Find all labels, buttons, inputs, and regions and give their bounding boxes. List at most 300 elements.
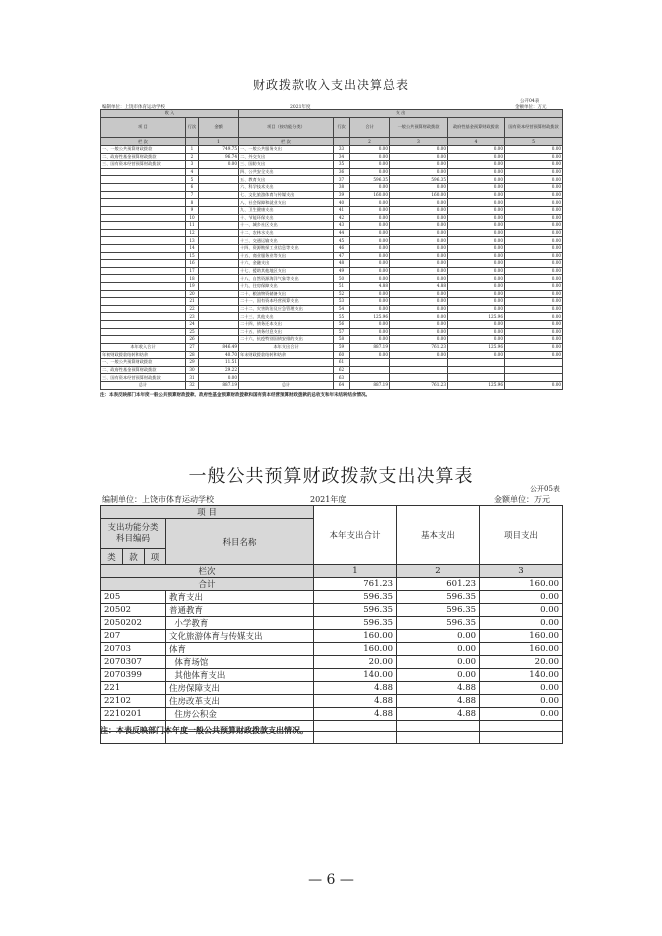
table1-cell-general: 0.00 — [390, 336, 448, 344]
table1-cell-exp-item: 三、国防支出 — [239, 161, 334, 169]
table1-cell-general: 0.00 — [390, 351, 448, 359]
table1-cell-inc-amt: 0.00 — [199, 374, 239, 382]
table2-cell-name: 住房公积金 — [166, 708, 314, 721]
table1-cell-fund: 0.00 — [448, 237, 505, 245]
table1-row — [101, 290, 563, 298]
table1-row — [101, 366, 563, 374]
table1-cell-capital: 0.00 — [505, 328, 563, 336]
table1-cell-total: 0.00 — [350, 260, 390, 268]
table1-cell-inc-item — [101, 283, 186, 291]
table1-cell-inc-item — [101, 229, 186, 237]
table2-col-3: 3 — [480, 565, 563, 578]
table1-cell-total: 0.00 — [350, 222, 390, 230]
table1-cell-inc-amt — [199, 237, 239, 245]
table1-cell-inc-amt: 29.22 — [199, 366, 239, 374]
table1-col-5: 5 — [505, 138, 563, 146]
table2-cell-total: 596.35 — [314, 604, 397, 617]
table1-cell-exp-no: 63 — [334, 374, 350, 382]
table1-cell-inc-item: 一、一般公共预算财政拨款 — [101, 359, 186, 367]
table1-cell-capital: 0.00 — [505, 351, 563, 359]
table1-cell-capital: 0.00 — [505, 260, 563, 268]
table1-cell-inc-no: 23 — [186, 313, 199, 321]
table1-cell-capital: 0.00 — [505, 321, 563, 329]
table2-total-header: 本年支出合计 — [314, 506, 397, 565]
table1-cell-inc-no: 7 — [186, 191, 199, 199]
table1-cell-exp-no: 54 — [334, 305, 350, 313]
table1-cell-general: 761.23 — [390, 381, 448, 389]
table1-cell-exp-no: 51 — [334, 283, 350, 291]
table2-cell-basic — [397, 732, 480, 743]
table1-cell-capital: 0.00 — [505, 153, 563, 161]
table1-total-header: 合计 — [350, 117, 390, 138]
table1-cell-fund: 0.00 — [448, 153, 505, 161]
table1-cell-exp-no: 60 — [334, 351, 350, 359]
table1-header-row — [101, 117, 563, 138]
table1-cell-fund: 125.96 — [448, 343, 505, 351]
table2-code-label-1: 支出功能分类 — [107, 522, 159, 533]
table1-cell-total: 0.00 — [350, 199, 390, 207]
table1-cell-inc-item — [101, 290, 186, 298]
table1-cell-inc-amt: 846.49 — [199, 343, 239, 351]
table1-cell-inc-item — [101, 168, 186, 176]
table1-cell-inc-amt — [199, 206, 239, 214]
table1-cell-general: 761.23 — [390, 343, 448, 351]
table1-cell-total: 0.00 — [350, 321, 390, 329]
table1-cell-capital: 0.00 — [505, 336, 563, 344]
table1-row — [101, 260, 563, 268]
table1-cell-general: 0.00 — [390, 260, 448, 268]
table1-cell-inc-no: 20 — [186, 290, 199, 298]
table1-row — [101, 206, 563, 214]
table1-col-4: 4 — [448, 138, 505, 146]
table1-cell-fund: 0.00 — [448, 191, 505, 199]
table2-cell-code: 2070307 — [101, 656, 166, 669]
table1-cell-exp-no: 59 — [334, 343, 350, 351]
table1-row — [101, 351, 563, 359]
table2-year: 2021年度 — [310, 495, 347, 504]
table2-cell-project: 0.00 — [480, 617, 563, 630]
table1-cell-capital: 0.00 — [505, 290, 563, 298]
table1-cell-general: 0.00 — [390, 161, 448, 169]
table1-cell-exp-item: 一、一般公共服务支出 — [239, 146, 334, 154]
table1-cell-general: 0.00 — [390, 184, 448, 192]
table2-sum-total: 761.23 — [314, 578, 397, 591]
table1-cell-capital: 0.00 — [505, 199, 563, 207]
table2-cell-name: 住房改革支出 — [166, 695, 314, 708]
table1-cell-inc-no: 29 — [186, 359, 199, 367]
table1-cell-total: 0.00 — [350, 153, 390, 161]
table2-cell-project: 20.00 — [480, 656, 563, 669]
table1-cell-general: 0.00 — [390, 252, 448, 260]
table1-cell-fund: 0.00 — [448, 290, 505, 298]
table1-cell-general: 0.00 — [390, 168, 448, 176]
table1-cell-exp-item: 二十、粮油物资储备支出 — [239, 290, 334, 298]
table1-row — [101, 343, 563, 351]
table1-cell-capital: 0.00 — [505, 206, 563, 214]
table1-cell-inc-amt: 749.75 — [199, 146, 239, 154]
table1-cell-exp-item: 六、科学技术支出 — [239, 184, 334, 192]
table1-org: 编制单位：上饶市体育运动学校 — [102, 105, 165, 110]
page-number: — 6 — — [308, 872, 354, 888]
table2-cell-total: 160.00 — [314, 643, 397, 656]
table1-cell-total: 0.00 — [350, 267, 390, 275]
table1-cell-general — [390, 366, 448, 374]
table1-cell-general: 0.00 — [390, 199, 448, 207]
table1-cell-fund: 0.00 — [448, 184, 505, 192]
table1-cell-capital: 0.00 — [505, 275, 563, 283]
table1-cell-inc-item — [101, 275, 186, 283]
table1-cell-inc-no: 8 — [186, 199, 199, 207]
table1-cell-inc-item — [101, 328, 186, 336]
table1-cell-inc-item — [101, 184, 186, 192]
table1-cell-fund: 0.00 — [448, 168, 505, 176]
table1-cell-total — [350, 366, 390, 374]
table1-cell-general: 0.00 — [390, 313, 448, 321]
table1-title: 财政拨款收入支出决算总表 — [252, 78, 409, 92]
table1-cell-total: 0.00 — [350, 244, 390, 252]
table1-cell-general: 0.00 — [390, 222, 448, 230]
table2-cell-basic: 0.00 — [397, 630, 480, 643]
table1-row — [101, 359, 563, 367]
table1-row — [101, 214, 563, 222]
table1-row — [101, 252, 563, 260]
table2-row — [101, 682, 563, 695]
table1-cell-inc-amt: 0.00 — [199, 161, 239, 169]
table2-cell-project — [480, 732, 563, 743]
table1-cell-total: 0.00 — [350, 252, 390, 260]
table2-cell-code: 2210201 — [101, 708, 166, 721]
table1-cell-inc-no: 9 — [186, 206, 199, 214]
table1-cell-capital — [505, 366, 563, 374]
table1-cell-inc-item — [101, 252, 186, 260]
table2-sum-label: 合计 — [101, 578, 314, 591]
table1-cell-inc-no: 15 — [186, 252, 199, 260]
table1-cell-general — [390, 359, 448, 367]
table2-lei-header: 类 — [101, 549, 123, 565]
table1-row — [101, 305, 563, 313]
table1-general-header: 一般公共预算财政拨款 — [390, 117, 448, 138]
table1-cell-exp-item: 十六、金融支出 — [239, 260, 334, 268]
table1-col-2: 2 — [350, 138, 390, 146]
table1-cell-inc-item: 总计 — [101, 381, 186, 389]
table2-row — [101, 708, 563, 721]
table2-cell-code: 2050202 — [101, 617, 166, 630]
table1-cell-inc-no: 24 — [186, 321, 199, 329]
table1-cell-inc-item — [101, 237, 186, 245]
table2-cell-project — [480, 721, 563, 732]
table1-cell-fund — [448, 366, 505, 374]
table2-cell-total: 4.88 — [314, 695, 397, 708]
table1-cell-capital: 0.00 — [505, 244, 563, 252]
table2-cell-basic: 596.35 — [397, 617, 480, 630]
table2-cell-project: 0.00 — [480, 695, 563, 708]
table1-unit: 金额单位：万元 — [515, 105, 547, 110]
table2-cell-code: 22102 — [101, 695, 166, 708]
table1-cell-fund: 0.00 — [448, 146, 505, 154]
table1-form-no: 公开04表 — [520, 99, 540, 104]
table1-cell-exp-no: 40 — [334, 199, 350, 207]
table1-cell-fund: 0.00 — [448, 206, 505, 214]
table1-cell-fund: 0.00 — [448, 336, 505, 344]
table1-cell-inc-no: 27 — [186, 343, 199, 351]
table1-cell-inc-item — [101, 267, 186, 275]
table1-cell-total: 0.00 — [350, 275, 390, 283]
table1-cell-exp-no: 62 — [334, 366, 350, 374]
table1-cell-fund — [448, 374, 505, 382]
table1-cell-general: 0.00 — [390, 244, 448, 252]
table1-cell-capital: 0.00 — [505, 176, 563, 184]
table1-item-header: 项 目 — [101, 117, 186, 138]
table2-code-header — [101, 519, 166, 549]
table1-colno-row — [101, 138, 563, 146]
table1-cell-inc-item — [101, 199, 186, 207]
table1-cell-general: 0.00 — [390, 206, 448, 214]
table1-cell-inc-amt — [199, 214, 239, 222]
table2-cell-code: 20703 — [101, 643, 166, 656]
table1-cell-exp-no: 61 — [334, 359, 350, 367]
table1-fund-header: 政府性基金预算财政拨款 — [448, 117, 505, 138]
table1-cell-inc-no: 5 — [186, 176, 199, 184]
table1-cell-inc-no: 18 — [186, 275, 199, 283]
table1-cell-total — [350, 359, 390, 367]
table1-cell-total: 0.00 — [350, 214, 390, 222]
table1-cell-capital: 0.00 — [505, 305, 563, 313]
table1-cell-exp-no: 56 — [334, 321, 350, 329]
table1-cell-exp-item: 十二、农林水支出 — [239, 229, 334, 237]
table1-cell-inc-no: 11 — [186, 222, 199, 230]
table1-cell-inc-no: 3 — [186, 161, 199, 169]
table1-cell-total: 0.00 — [350, 305, 390, 313]
table1-row — [101, 168, 563, 176]
table1-row — [101, 328, 563, 336]
table1-cell-exp-no: 43 — [334, 222, 350, 230]
table1-cell-exp-item: 二十五、债务付息支出 — [239, 328, 334, 336]
table1-cell-fund: 0.00 — [448, 267, 505, 275]
table1-cell-general: 0.00 — [390, 298, 448, 306]
table2-org: 编制单位：上饶市体育运动学校 — [102, 495, 214, 504]
table1-cell-exp-item: 总计 — [239, 381, 334, 389]
table1-cell-capital: 0.00 — [505, 267, 563, 275]
table1-cell-inc-no: 21 — [186, 298, 199, 306]
table1-empty-cell — [334, 138, 350, 146]
table1-cell-inc-item — [101, 222, 186, 230]
table1-cell-total: 0.00 — [350, 290, 390, 298]
table2-xiang-header: 项 — [145, 549, 166, 565]
table1-cell-fund: 0.00 — [448, 298, 505, 306]
table1-cell-exp-item: 五、教育支出 — [239, 176, 334, 184]
table1-cell-inc-amt — [199, 321, 239, 329]
table1-cell-general: 0.00 — [390, 305, 448, 313]
table1-cell-inc-no: 17 — [186, 267, 199, 275]
table1-rowno-header: 行次 — [186, 117, 199, 138]
table2-cell-name: 住房保障支出 — [166, 682, 314, 695]
table1-col-label2: 栏 次 — [239, 138, 334, 146]
table1-cell-general: 0.00 — [390, 328, 448, 336]
table1-cell-inc-item — [101, 191, 186, 199]
table2-cell-total: 20.00 — [314, 656, 397, 669]
table1-cell-inc-no: 25 — [186, 328, 199, 336]
table1-cell-exp-item: 九、卫生健康支出 — [239, 206, 334, 214]
table1-cell-exp-no: 38 — [334, 184, 350, 192]
table2-cell-project: 160.00 — [480, 630, 563, 643]
table1-row — [101, 283, 563, 291]
table2-col-2: 2 — [397, 565, 480, 578]
table1-cell-capital: 0.00 — [505, 343, 563, 351]
table1-cell-exp-item: 七、文化旅游体育与传媒支出 — [239, 191, 334, 199]
table2-project-header: 项 目 — [101, 506, 314, 519]
table1-row — [101, 381, 563, 389]
table2-cell-basic: 596.35 — [397, 604, 480, 617]
table1-cell-inc-no: 19 — [186, 283, 199, 291]
table2-cell-name: 体育场馆 — [166, 656, 314, 669]
table1-cell-inc-no: 22 — [186, 305, 199, 313]
table1-cell-inc-item: 三、国有资本经营预算财政拨款 — [101, 374, 186, 382]
table2-cell-total: 596.35 — [314, 591, 397, 604]
table1-cell-fund: 0.00 — [448, 305, 505, 313]
table1-cell-capital: 0.00 — [505, 283, 563, 291]
table1-cell-general: 0.00 — [390, 153, 448, 161]
table2-cell-total: 596.35 — [314, 617, 397, 630]
table1-cell-exp-no: 64 — [334, 381, 350, 389]
table1-cell-inc-item — [101, 244, 186, 252]
table1-cell-inc-amt — [199, 184, 239, 192]
table1-cell-exp-item — [239, 359, 334, 367]
table1-empty-cell — [186, 138, 199, 146]
table1-cell-inc-amt — [199, 267, 239, 275]
table2-form-no: 公开05表 — [530, 485, 560, 493]
table1 — [100, 109, 563, 390]
table1-cell-inc-item — [101, 214, 186, 222]
table1-row — [101, 191, 563, 199]
table1-cell-fund: 0.00 — [448, 283, 505, 291]
table2-code-label-2: 科目编码 — [115, 533, 150, 544]
table1-cell-inc-no: 4 — [186, 168, 199, 176]
table1-cell-inc-amt — [199, 252, 239, 260]
table1-row — [101, 336, 563, 344]
table1-cell-inc-no: 14 — [186, 244, 199, 252]
table1-cell-general: 160.00 — [390, 191, 448, 199]
table1-cell-inc-item: 二、政府性基金预算财政拨款 — [101, 153, 186, 161]
table1-cell-general: 4.88 — [390, 283, 448, 291]
table1-cell-capital: 0.00 — [505, 146, 563, 154]
table1-cell-total: 0.00 — [350, 184, 390, 192]
table1-cell-inc-item — [101, 336, 186, 344]
table1-cell-general: 0.00 — [390, 237, 448, 245]
table1-cell-inc-item — [101, 260, 186, 268]
table1-cell-capital: 0.00 — [505, 161, 563, 169]
table1-cell-total: 160.00 — [350, 191, 390, 199]
table1-amount-header: 金额 — [199, 117, 239, 138]
table1-col-3: 3 — [390, 138, 448, 146]
table1-cell-fund: 0.00 — [448, 351, 505, 359]
table1-cell-capital: 0.00 — [505, 184, 563, 192]
table1-cell-inc-no: 31 — [186, 374, 199, 382]
table1-cell-exp-no: 48 — [334, 260, 350, 268]
table1-cell-total: 125.96 — [350, 313, 390, 321]
table1-cell-exp-no: 36 — [334, 168, 350, 176]
table1-cell-exp-no: 55 — [334, 313, 350, 321]
table1-cell-total: 887.19 — [350, 343, 390, 351]
table1-cell-exp-item: 二十六、抗疫特别国债安排的支出 — [239, 336, 334, 344]
table2-cell-total: 140.00 — [314, 669, 397, 682]
table1-cell-inc-no: 2 — [186, 153, 199, 161]
table1-cell-total: 0.00 — [350, 229, 390, 237]
table1-cell-total: 887.19 — [350, 381, 390, 389]
table1-row — [101, 244, 563, 252]
table2-row — [101, 591, 563, 604]
table1-cell-exp-item: 二十三、其他支出 — [239, 313, 334, 321]
table2-cell-name: 文化旅游体育与传媒支出 — [166, 630, 314, 643]
table1-income-header: 收 入 — [101, 110, 239, 118]
table1-row — [101, 153, 563, 161]
table1-cell-fund: 0.00 — [448, 244, 505, 252]
table1-cell-exp-no: 46 — [334, 244, 350, 252]
table1-cell-inc-item: 年初财政拨款结转和结余 — [101, 351, 186, 359]
table1-cell-exp-item: 十、节能环保支出 — [239, 214, 334, 222]
table2-cell-project: 0.00 — [480, 604, 563, 617]
table1-cell-exp-no: 52 — [334, 290, 350, 298]
table1-cell-general: 0.00 — [390, 146, 448, 154]
table1-row — [101, 146, 563, 154]
table2-sum-row — [101, 578, 563, 591]
table1-row — [101, 267, 563, 275]
table1-cell-inc-no: 30 — [186, 366, 199, 374]
table2-cell-basic: 0.00 — [397, 643, 480, 656]
table1-cell-capital: 0.00 — [505, 191, 563, 199]
table2-row — [101, 630, 563, 643]
table1-body — [101, 146, 563, 390]
table2-unit: 金额单位：万元 — [494, 495, 550, 504]
table1-cell-exp-item: 十一、城乡社区支出 — [239, 222, 334, 230]
table1-cell-fund: 125.96 — [448, 381, 505, 389]
table2-row — [101, 617, 563, 630]
table1-cell-capital: 0.00 — [505, 381, 563, 389]
table1-note: 注：本表反映部门本年度一般公共预算财政拨款、政府性基金预算财政拨款和国有资本经营预算财政拨款的总收支和年末结转结余情况。 — [100, 393, 370, 398]
table2-colno-row — [101, 565, 563, 578]
table1-cell-general: 0.00 — [390, 321, 448, 329]
table2-cell-basic — [397, 721, 480, 732]
table1-cell-inc-no: 1 — [186, 146, 199, 154]
table2-cell-project: 0.00 — [480, 682, 563, 695]
table2-cell-total — [314, 721, 397, 732]
table1-cell-inc-amt — [199, 290, 239, 298]
table2-cell-total: 160.00 — [314, 630, 397, 643]
table2-cell-project: 0.00 — [480, 591, 563, 604]
table2-projectexp-header: 项目支出 — [480, 506, 563, 565]
table1-cell-general: 0.00 — [390, 290, 448, 298]
table1-cell-exp-item: 十八、自然资源海洋气象等支出 — [239, 275, 334, 283]
table2-title: 一般公共预算财政拨款支出决算表 — [188, 466, 474, 487]
table1-cell-total: 0.00 — [350, 161, 390, 169]
table1-cell-inc-amt — [199, 168, 239, 176]
table2-sum-basic: 601.23 — [397, 578, 480, 591]
table2-cell-code: 2070399 — [101, 669, 166, 682]
table1-cell-inc-item — [101, 176, 186, 184]
table1-cell-exp-item: 本年支出合计 — [239, 343, 334, 351]
table1-cell-exp-item — [239, 366, 334, 374]
table1-cell-inc-item — [101, 313, 186, 321]
table1-cell-exp-item: 二十四、债务还本支出 — [239, 321, 334, 329]
table2-row — [101, 656, 563, 669]
table2-cell-basic: 4.88 — [397, 695, 480, 708]
table1-cell-inc-item: 二、政府性基金预算财政拨款 — [101, 366, 186, 374]
table2-cell-code: 20502 — [101, 604, 166, 617]
table2-row — [101, 643, 563, 656]
table1-cell-fund: 0.00 — [448, 328, 505, 336]
table1-cell-inc-amt — [199, 336, 239, 344]
table1-cell-exp-no: 49 — [334, 267, 350, 275]
table2-cell-basic: 4.88 — [397, 708, 480, 721]
